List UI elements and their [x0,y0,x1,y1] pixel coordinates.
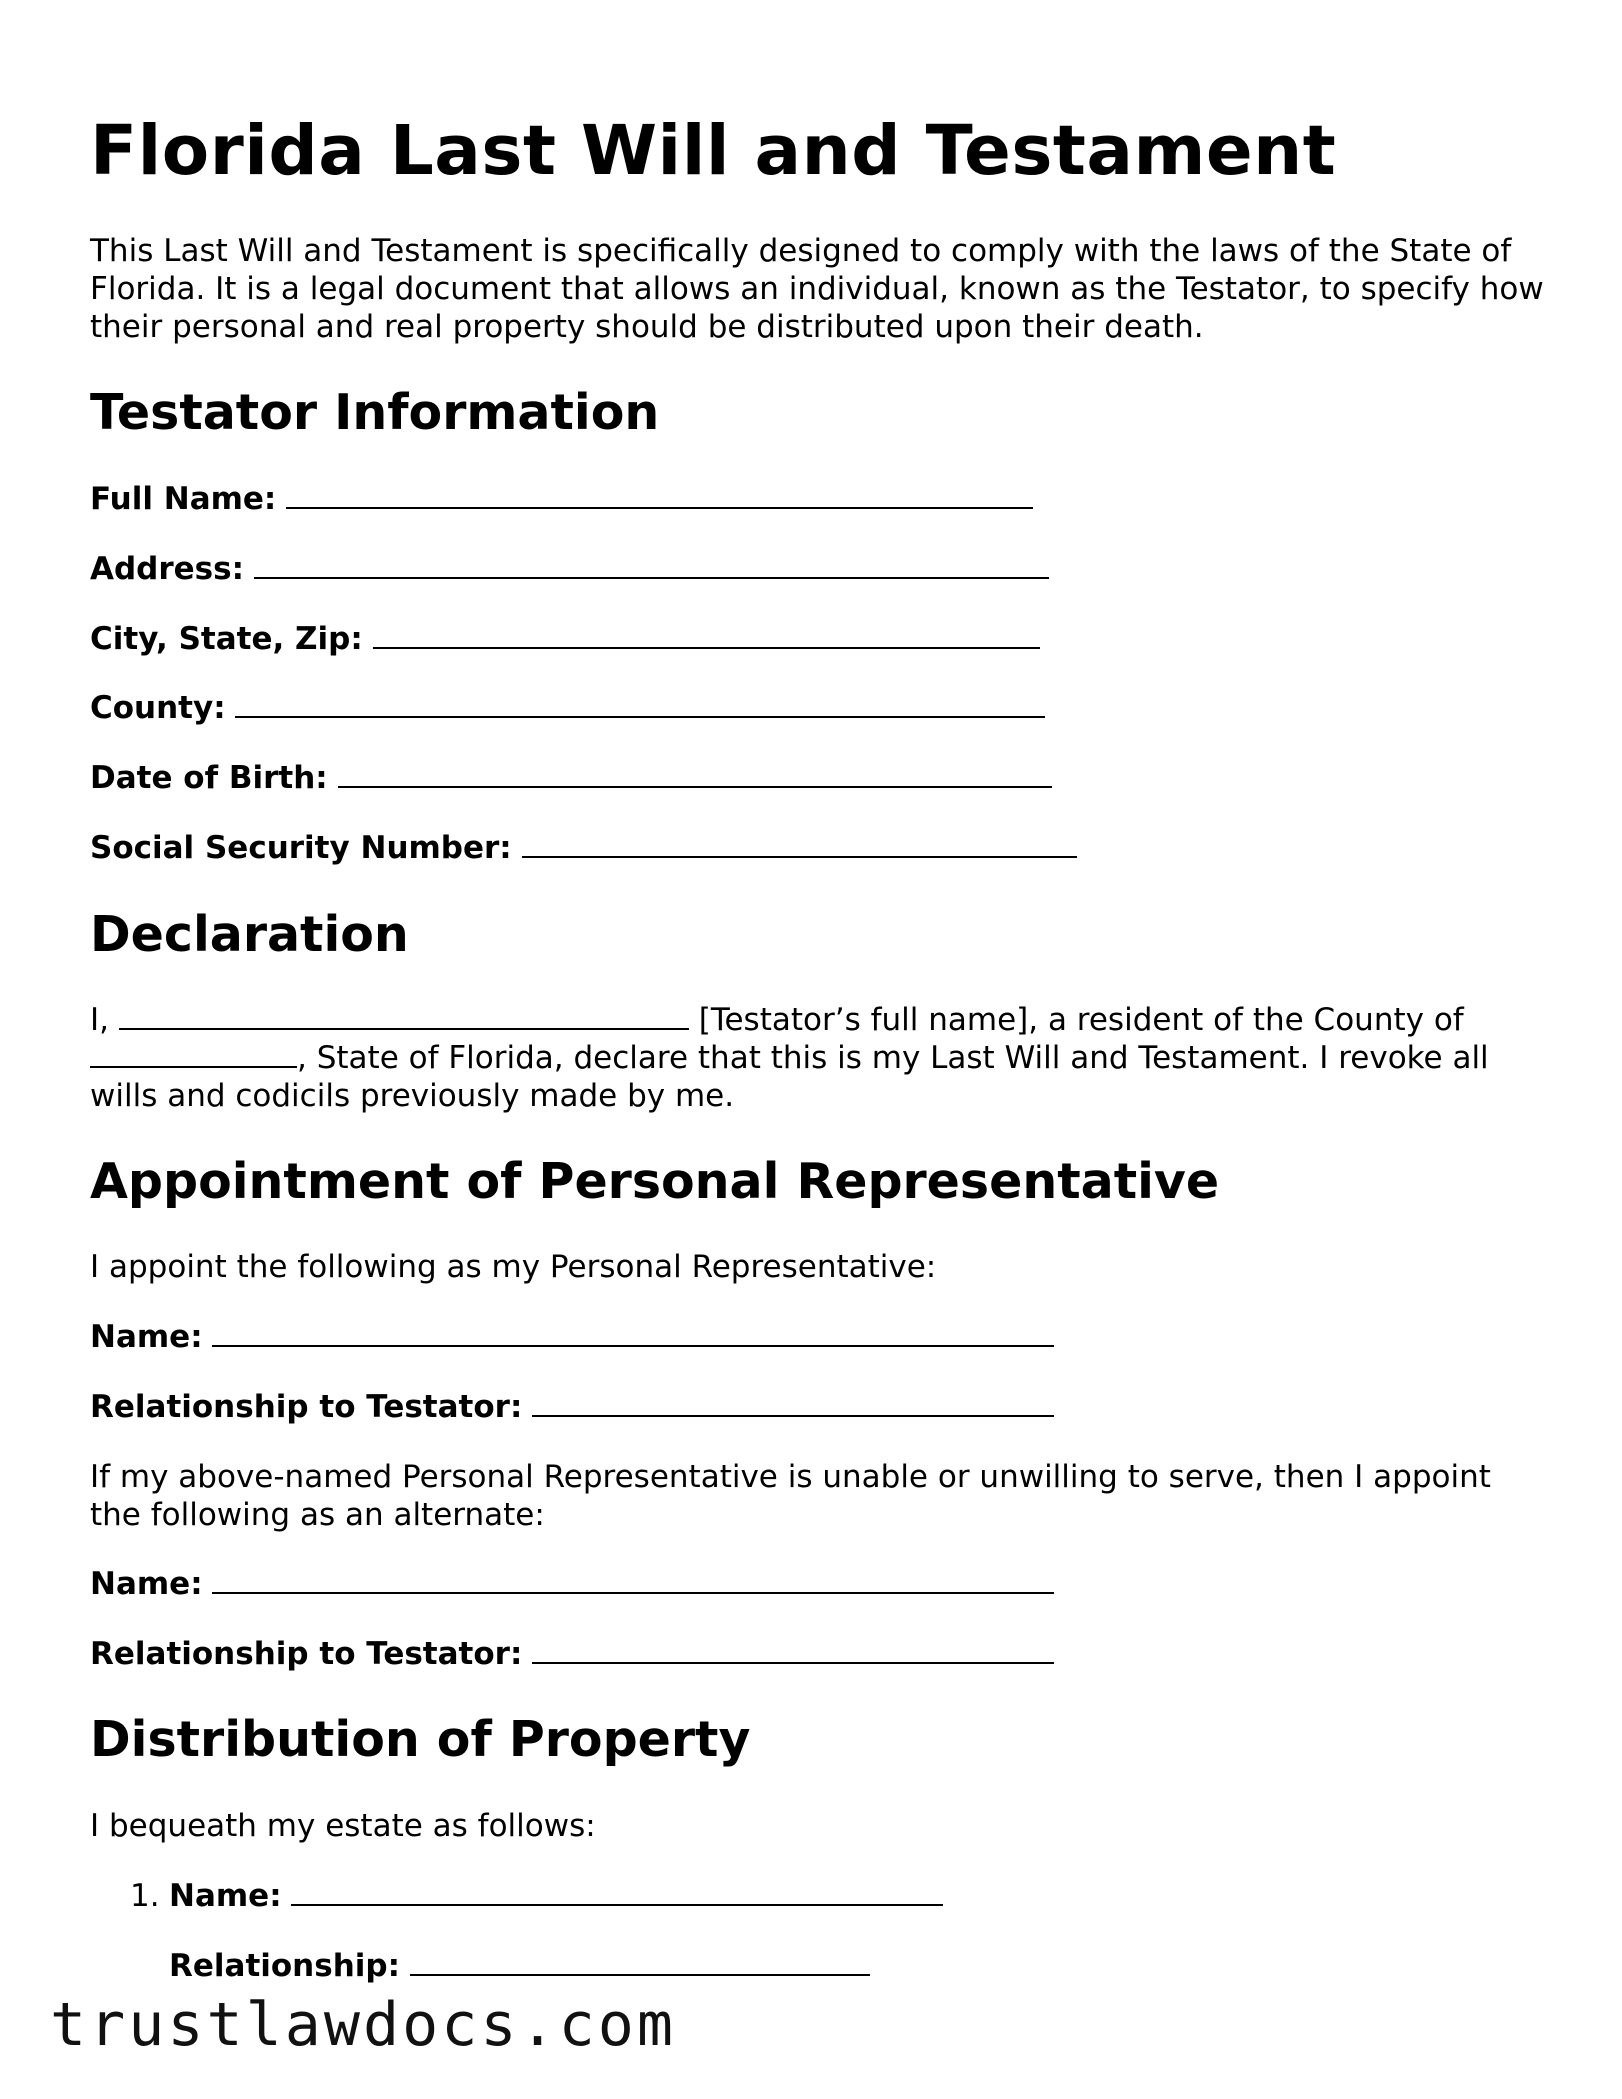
field-label: Name: [90,1566,203,1602]
alternate-relationship-blank[interactable] [532,1635,1054,1664]
field-label: Full Name: [90,481,277,517]
section-heading-personal-representative: Appointment of Personal Representative [90,1153,1220,1210]
field-label: City, State, Zip: [90,621,363,657]
field-label: Name: [90,1319,203,1355]
field-label: Relationship: [169,1948,400,1984]
testator-name-blank[interactable] [119,1002,689,1030]
representative-name-field [90,1318,1054,1356]
beneficiary-relationship-blank[interactable] [410,1947,870,1976]
watermark-text: trustlawdocs.com [50,1990,676,2060]
field-label: Date of Birth: [90,760,328,796]
section-heading-declaration: Declaration [90,906,409,963]
field-label: Social Security Number: [90,830,512,866]
address-field [90,550,1049,588]
beneficiary-relationship-field [169,1947,870,1985]
alternate-name-blank[interactable] [212,1565,1054,1594]
county-of-residence-blank[interactable] [90,1040,297,1068]
declaration-text-1: [Testator’s full name], a resident of the County of [698,1002,1464,1038]
field-label: Relationship to Testator: [90,1389,523,1425]
beneficiary-name-blank[interactable] [291,1877,943,1906]
declaration-prefix: I, [90,1002,109,1038]
representative-intro: I appoint the following as my Personal Representative: [90,1249,937,1285]
section-heading-testator-information: Testator Information [90,384,660,441]
field-label: Address: [90,551,244,587]
city-state-zip-blank[interactable] [373,620,1040,649]
list-item-number: 1. [130,1878,160,1914]
city-state-zip-field [90,620,1040,658]
representative-relationship-field [90,1388,1054,1426]
field-label: County: [90,690,226,726]
field-label: Name: [169,1878,282,1914]
alternate-intro: If my above-named Personal Representative is unable or unwilling to serve, then I appoint the following as an alternate: [90,1459,1491,1533]
representative-name-blank[interactable] [212,1318,1054,1347]
page-title: Florida Last Will and Testament [90,111,1337,191]
declaration-line-2 [90,1039,1550,1115]
full-name-field [90,480,1033,518]
section-heading-distribution: Distribution of Property [90,1711,751,1768]
declaration-text-2: , State of Florida, declare that this is my Last Will and Testament. I revoke all wills and codicils previously made by me. [90,1040,1489,1114]
county-field [90,689,1045,727]
full-name-blank[interactable] [286,480,1033,509]
county-blank[interactable] [235,689,1045,718]
distribution-intro: I bequeath my estate as follows: [90,1808,596,1844]
field-label: Relationship to Testator: [90,1636,523,1672]
ssn-field [90,829,1077,867]
beneficiary-name-field [169,1877,943,1915]
alternate-name-field [90,1565,1054,1603]
date-of-birth-blank[interactable] [338,759,1052,788]
date-of-birth-field [90,759,1052,797]
alternate-relationship-field [90,1635,1054,1673]
ssn-blank[interactable] [522,829,1077,858]
address-blank[interactable] [254,550,1049,579]
intro-paragraph: This Last Will and Testament is specifically designed to comply with the laws of the State of Florida. It is a legal document that allows an individual, known as the Testator, to specify how their personal and real property should be distributed upon their death. [90,233,1544,345]
declaration-line-1 [90,1001,1464,1039]
representative-relationship-blank[interactable] [532,1388,1054,1417]
